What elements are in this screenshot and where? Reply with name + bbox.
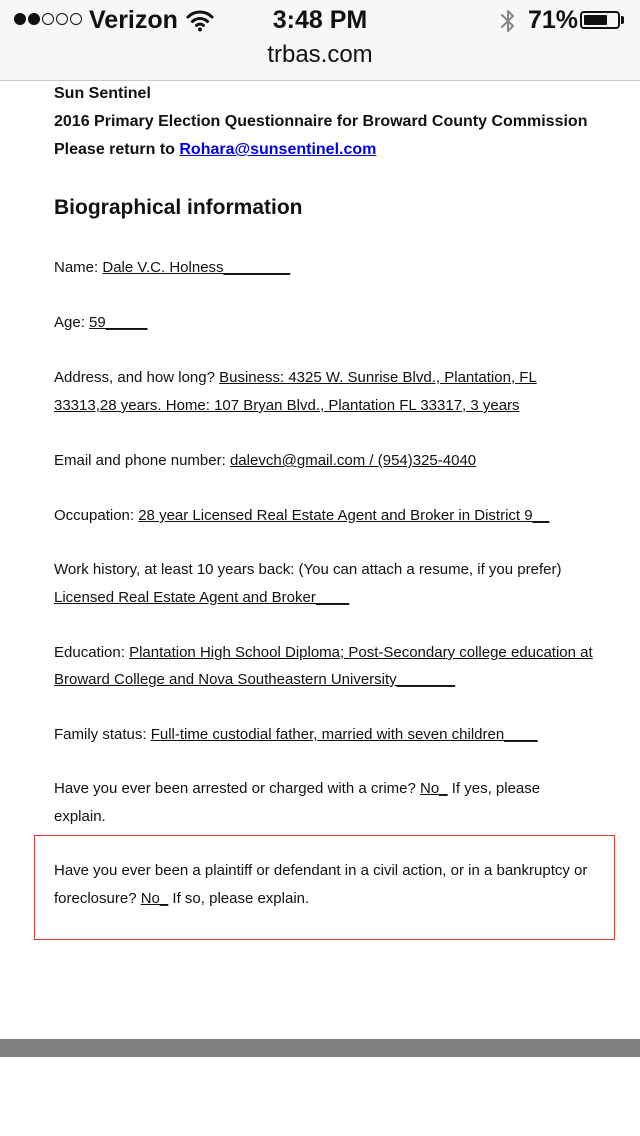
highlight-box [34, 835, 615, 940]
return-email-link[interactable]: Rohara@sunsentinel.com [179, 141, 377, 158]
carrier-name: Verizon [89, 6, 178, 34]
address-field-line2 [54, 396, 520, 416]
work-history-field [54, 588, 349, 608]
civil-prefix: foreclosure? [54, 890, 141, 907]
bluetooth-icon [499, 8, 517, 39]
address-value-line1: Business: 4325 W. Sunrise Blvd., Plantation, FL [219, 369, 537, 386]
education-value-line2: Broward College and Nova Southeastern University_______ [54, 671, 456, 688]
status-bar [0, 0, 640, 40]
publication-name: Sun Sentinel [54, 85, 151, 102]
education-label: Education: [54, 644, 130, 661]
age-label: Age: [54, 314, 90, 331]
contact-value: dalevch@gmail.com / (954)325-4040 [229, 452, 477, 469]
battery-icon [580, 11, 620, 29]
occupation-label: Occupation: [54, 507, 139, 524]
return-prefix: Please return to [54, 141, 180, 158]
civil-question-line1: Have you ever been a plaintiff or defendant in a civil action, or in a bankruptcy or [54, 862, 588, 879]
arrest-question [54, 779, 540, 799]
arrest-followup: If yes, please [447, 780, 541, 797]
address-field [54, 368, 537, 388]
family-label: Family status: [54, 726, 151, 743]
battery-percent: 71% [528, 6, 579, 34]
family-field [54, 725, 538, 745]
civil-answer: No_ [140, 890, 169, 907]
work-history-value: Licensed Real Estate Agent and Broker____ [54, 589, 350, 606]
name-value: Dale V.C. Holness________ [102, 259, 291, 276]
family-value: Full-time custodial father, married with seven children____ [150, 726, 538, 743]
age-value: 59_____ [89, 314, 148, 331]
education-value-line1: Plantation High School Diploma; Post-Secondary college education at [129, 644, 593, 661]
occupation-field [54, 506, 549, 526]
arrest-answer: No_ [420, 780, 448, 797]
contact-field [54, 451, 476, 471]
section-title: Biographical information [54, 196, 303, 219]
civil-followup: If so, please explain. [168, 890, 310, 907]
education-field-line2 [54, 670, 455, 690]
name-label: Name: [54, 259, 103, 276]
battery-tip [621, 16, 624, 24]
browser-chrome [0, 0, 640, 81]
arrest-question-text: Have you ever been arrested or charged with a crime? [54, 780, 421, 797]
return-instruction [54, 141, 376, 159]
address-label: Address, and how long? [54, 369, 220, 386]
name-field [54, 258, 290, 278]
work-history-label: Work history, at least 10 years back: (You can attach a resume, if you prefer) [54, 561, 562, 578]
address-value-line2: 33313,28 years. Home: 107 Bryan Blvd., Plantation FL 33317, 3 years [54, 397, 520, 414]
questionnaire-title: 2016 Primary Election Questionnaire for Broward County Commission [54, 113, 588, 130]
education-field [54, 643, 593, 663]
arrest-question-line2: explain. [54, 808, 106, 825]
battery-level [584, 15, 607, 25]
contact-label: Email and phone number: [54, 452, 230, 469]
address-bar-url[interactable]: trbas.com [267, 41, 373, 68]
occupation-value: 28 year Licensed Real Estate Agent and Broker in District 9__ [138, 507, 550, 524]
page-bottom-divider [0, 1039, 640, 1057]
status-time: 3:48 PM [272, 6, 368, 34]
age-field [54, 313, 147, 333]
